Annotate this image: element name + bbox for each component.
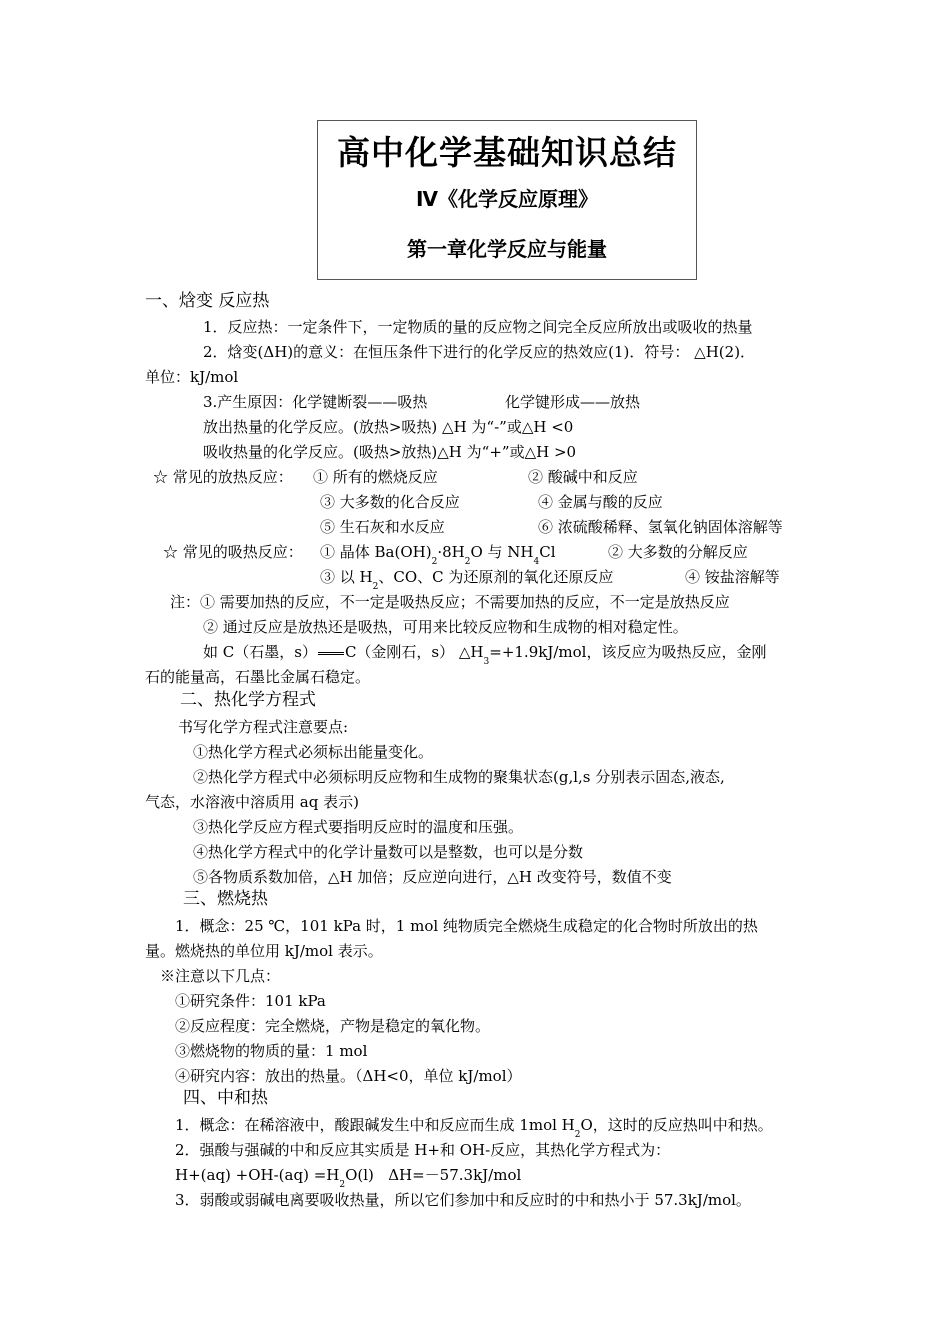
exothermic-item-3: ③ 大多数的化合反应 (320, 493, 460, 511)
double-arrow-sign (318, 652, 344, 655)
exothermic-item-5: ⑤ 生石灰和水反应 (320, 518, 445, 536)
chapter-title: 第一章化学反应与能量 (407, 237, 607, 261)
s2-point-2b: 气态，水溶液中溶质用 aq 表示) (145, 793, 359, 811)
s4-concept-1: 1．概念：在稀溶液中，酸跟碱发生中和反应而生成 1mol $H_2O$，这时的反应热叫中和热。 (175, 1116, 773, 1140)
section-heading-1: 一、焓变 反应热 (145, 291, 270, 311)
document-subtitle: Ⅳ《化学反应原理》 (416, 187, 598, 211)
exothermic-item-1: ① 所有的燃烧反应 (313, 468, 438, 486)
exothermic-item-2: ② 酸碱中和反应 (528, 468, 638, 486)
s3-note: ※注意以下几点： (160, 967, 281, 985)
s3-note-3: ③燃烧物的物质的量：1 mol (175, 1042, 368, 1060)
s1-line-4b: 化学键形成——放热 (505, 393, 641, 411)
document-title: 高中化学基础知识总结 (337, 133, 677, 172)
exothermic-item-4: ④ 金属与酸的反应 (538, 493, 663, 511)
note-1: 注：① 需要加热的反应，不一定是吸热反应；不需要加热的反应，不一定是放热反应 (170, 593, 730, 611)
s1-line-4a: 3.产生原因：化学键断裂——吸热 (203, 393, 428, 411)
endothermic-item-4: ④ 铵盐溶解等 (685, 568, 780, 586)
s3-concept-1b: 量。燃烧热的单位用 kJ/mol 表示。 (145, 942, 383, 960)
s4-concept-2: 2．强酸与强碱的中和反应其实质是 H+和 OH-反应，其热化学方程式为： (175, 1141, 671, 1159)
s2-point-1: ①热化学方程式必须标出能量变化。 (193, 743, 434, 761)
endothermic-label: ☆ 常见的吸热反应： (163, 543, 303, 561)
section-heading-3: 三、燃烧热 (183, 889, 268, 909)
s3-note-4: ④研究内容：放出的热量。（ΔH<0，单位 kJ/mol） (175, 1067, 522, 1085)
s1-line-5: 放出热量的化学反应。(放热>吸热) △H 为“-”或△H <0 (203, 418, 574, 436)
s2-point-5: ⑤各物质系数加倍，△H 加倍；反应逆向进行，△H 改变符号，数值不变 (193, 868, 672, 886)
exothermic-item-6: ⑥ 浓硫酸稀释、氢氧化钠固体溶解等 (538, 518, 783, 536)
example-line-1: 如 C（石墨，s） C（金刚石，s） $\triangle H_3=+1.9kJ$/mol，该反应为吸热反应，金刚 (203, 643, 767, 667)
s3-note-2: ②反应程度：完全燃烧，产物是稳定的氧化物。 (175, 1017, 491, 1035)
endothermic-item-3: ③ 以 $H_2$、CO、C 为还原剂的氧化还原反应 (320, 568, 614, 592)
example-line-2: 石的能量高，石墨比金属石稳定。 (145, 668, 371, 686)
s3-concept-1: 1．概念：25 ℃，101 kPa 时，1 mol 纯物质完全燃烧生成稳定的化合物时所放出的热 (175, 917, 758, 935)
s2-point-4: ④热化学方程式中的化学计量数可以是整数，也可以是分数 (193, 843, 584, 861)
s3-note-1: ①研究条件：101 kPa (175, 992, 326, 1010)
s2-intro: 书写化学方程式注意要点: (178, 718, 349, 736)
s1-line-3: 单位：kJ/mol (145, 368, 239, 386)
endothermic-item-2: ② 大多数的分解反应 (608, 543, 748, 561)
s4-equation: $H+(aq) +OH-(aq) =H_2O(l)$ ΔH=－57.3kJ/mol (175, 1166, 522, 1190)
s2-point-3: ③热化学反应方程式要指明反应时的温度和压强。 (193, 818, 524, 836)
title-box (317, 120, 697, 280)
s4-concept-3: 3．弱酸或弱碱电离要吸收热量，所以它们参加中和反应时的中和热小于 57.3kJ/mol。 (175, 1191, 751, 1209)
section-heading-4: 四、中和热 (183, 1088, 268, 1108)
section-heading-2: 二、热化学方程式 (180, 690, 316, 710)
endothermic-item-1: ① 晶体 $Ba(OH)_2\cdot 8H_2O$ 与 $NH_4Cl$ (320, 543, 556, 567)
s1-line-1: 1．反应热：一定条件下，一定物质的量的反应物之间完全反应所放出或吸收的热量 (203, 318, 753, 336)
s2-point-2: ②热化学方程式中必须标明反应物和生成物的聚集状态(g,l,s 分别表示固态,液态, (193, 768, 725, 786)
note-2: ② 通过反应是放热还是吸热，可用来比较反应物和生成物的相对稳定性。 (203, 618, 688, 636)
s1-line-6: 吸收热量的化学反应。(吸热>放热)△H 为“+”或△H >0 (203, 443, 577, 461)
exothermic-label: ☆ 常见的放热反应： (153, 468, 293, 486)
s1-line-2: 2．焓变(ΔH)的意义：在恒压条件下进行的化学反应的热效应(1)．符号： △H(2)． (203, 343, 756, 361)
